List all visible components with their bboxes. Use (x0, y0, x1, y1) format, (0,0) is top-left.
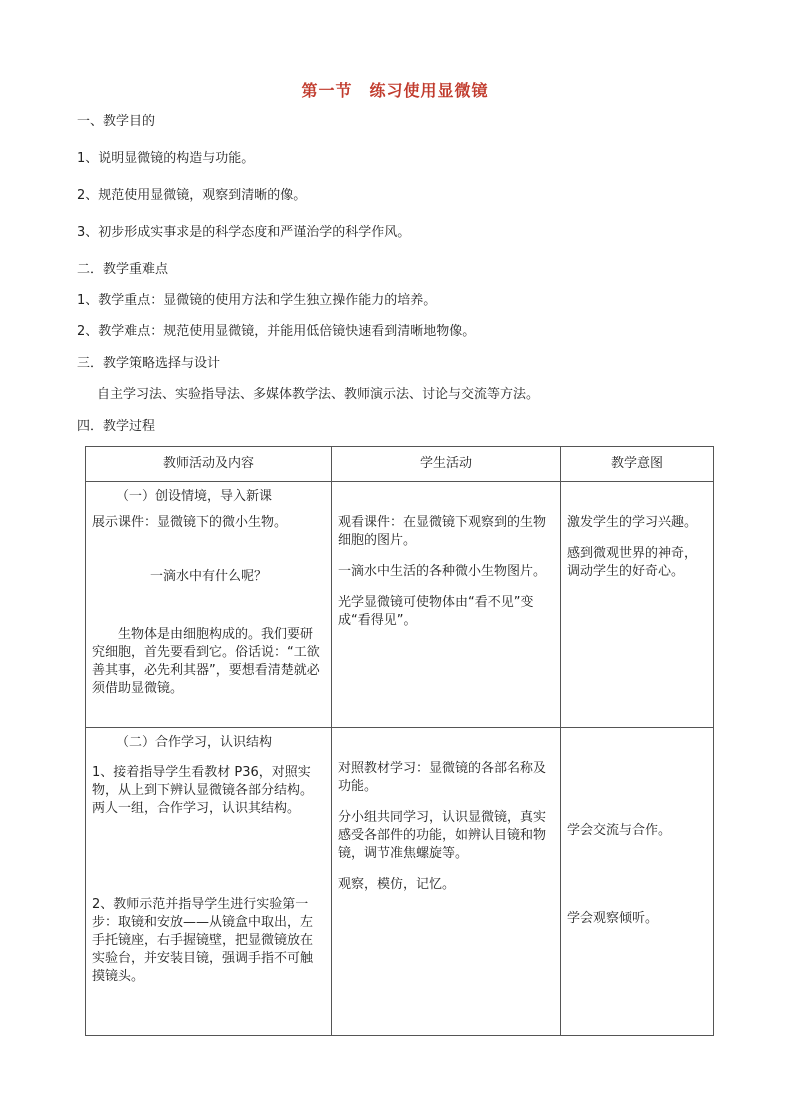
table-row (86, 728, 714, 1036)
row1-teacher-cell (86, 482, 332, 728)
section-2-item-1: 1、教学重点：显微镜的使用方法和学生独立操作能力的培养。 (77, 293, 437, 308)
row1-teacher-p3: 生物体是由细胞构成的。我们要研究细胞，首先要看到它。俗话说：“工欲善其事，必先利其器”，要想看清楚就必须借助显微镜。 (92, 627, 320, 696)
row1-teacher-heading: （一）创设情境，导入新课 (116, 489, 273, 504)
row2-intent-cell (561, 728, 714, 1036)
row2-teacher-p2: 2、教师示范并指导学生进行实验第一步：取镜和安放——从镜盒中取出，左手托镜座，右手握镜壁，把显微镜放在实验台，并安装目镜，强调手指不可触摸镜头。 (92, 897, 314, 984)
row1-student-p3: 光学显微镜可使物体由“看不见”变成“看得见”。 (338, 595, 534, 628)
row1-intent-p1: 激发学生的学习兴趣。 (567, 515, 698, 530)
row1-teacher-p1: 展示课件：显微镜下的微小生物。 (92, 515, 288, 530)
row2-intent-p1: 学会交流与合作。 (567, 823, 672, 838)
section-1-heading: 一、教学目的 (77, 114, 156, 129)
row2-teacher-cell (86, 728, 332, 1036)
row2-student-p1: 对照教材学习：显微镜的各部名称及功能。 (338, 761, 547, 794)
row1-intent-cell (561, 482, 714, 728)
row1-student-cell (332, 482, 561, 728)
header-student-activity: 学生活动 (332, 447, 561, 482)
row2-student-cell (332, 728, 561, 1036)
teaching-process-table (85, 446, 714, 1036)
row2-intent-p2: 学会观察倾听。 (567, 911, 659, 926)
header-teaching-intent: 教学意图 (561, 447, 714, 482)
section-1-item-3: 3、初步形成实事求是的科学态度和严谨治学的科学作风。 (77, 225, 411, 240)
row2-student-p2: 分小组共同学习，认识显微镜，真实感受各部件的功能，如辨认目镜和物镜，调节准焦螺旋等。 (338, 810, 547, 861)
row2-student-p3: 观察，模仿，记忆。 (338, 877, 456, 892)
row1-intent-p2: 感到微观世界的神奇，调动学生的好奇心。 (567, 546, 698, 579)
row1-student-p2: 一滴水中生活的各种微小生物图片。 (338, 564, 547, 579)
table-header-row (86, 447, 714, 482)
section-2-item-2: 2、教学难点：规范使用显微镜，并能用低倍镜快速看到清晰地物像。 (77, 324, 476, 339)
section-3-heading: 三．教学策略选择与设计 (77, 356, 221, 371)
section-1-item-2: 2、规范使用显微镜，观察到清晰的像。 (77, 188, 307, 203)
row2-teacher-p1: 1、接着指导学生看教材 P36，对照实物，从上到下辨认显微镜各部分结构。两人一组，合作学习，认识其结构。 (92, 765, 314, 816)
section-4-heading: 四．教学过程 (77, 419, 156, 434)
row2-teacher-heading: （二）合作学习，认识结构 (116, 735, 273, 750)
row1-student-p1: 观看课件：在显微镜下观察到的生物细胞的图片。 (338, 515, 547, 548)
row1-teacher-p2: 一滴水中有什么呢？ (149, 569, 267, 584)
section-2-heading: 二．教学重难点 (77, 262, 169, 277)
section-3-text: 自主学习法、实验指导法、多媒体教学法、教师演示法、讨论与交流等方法。 (97, 387, 540, 402)
header-teacher-activity: 教师活动及内容 (86, 447, 332, 482)
page-title: 第一节 练习使用显微镜 (301, 81, 489, 100)
section-1-item-1: 1、说明显微镜的构造与功能。 (77, 151, 255, 166)
table-row (86, 482, 714, 728)
